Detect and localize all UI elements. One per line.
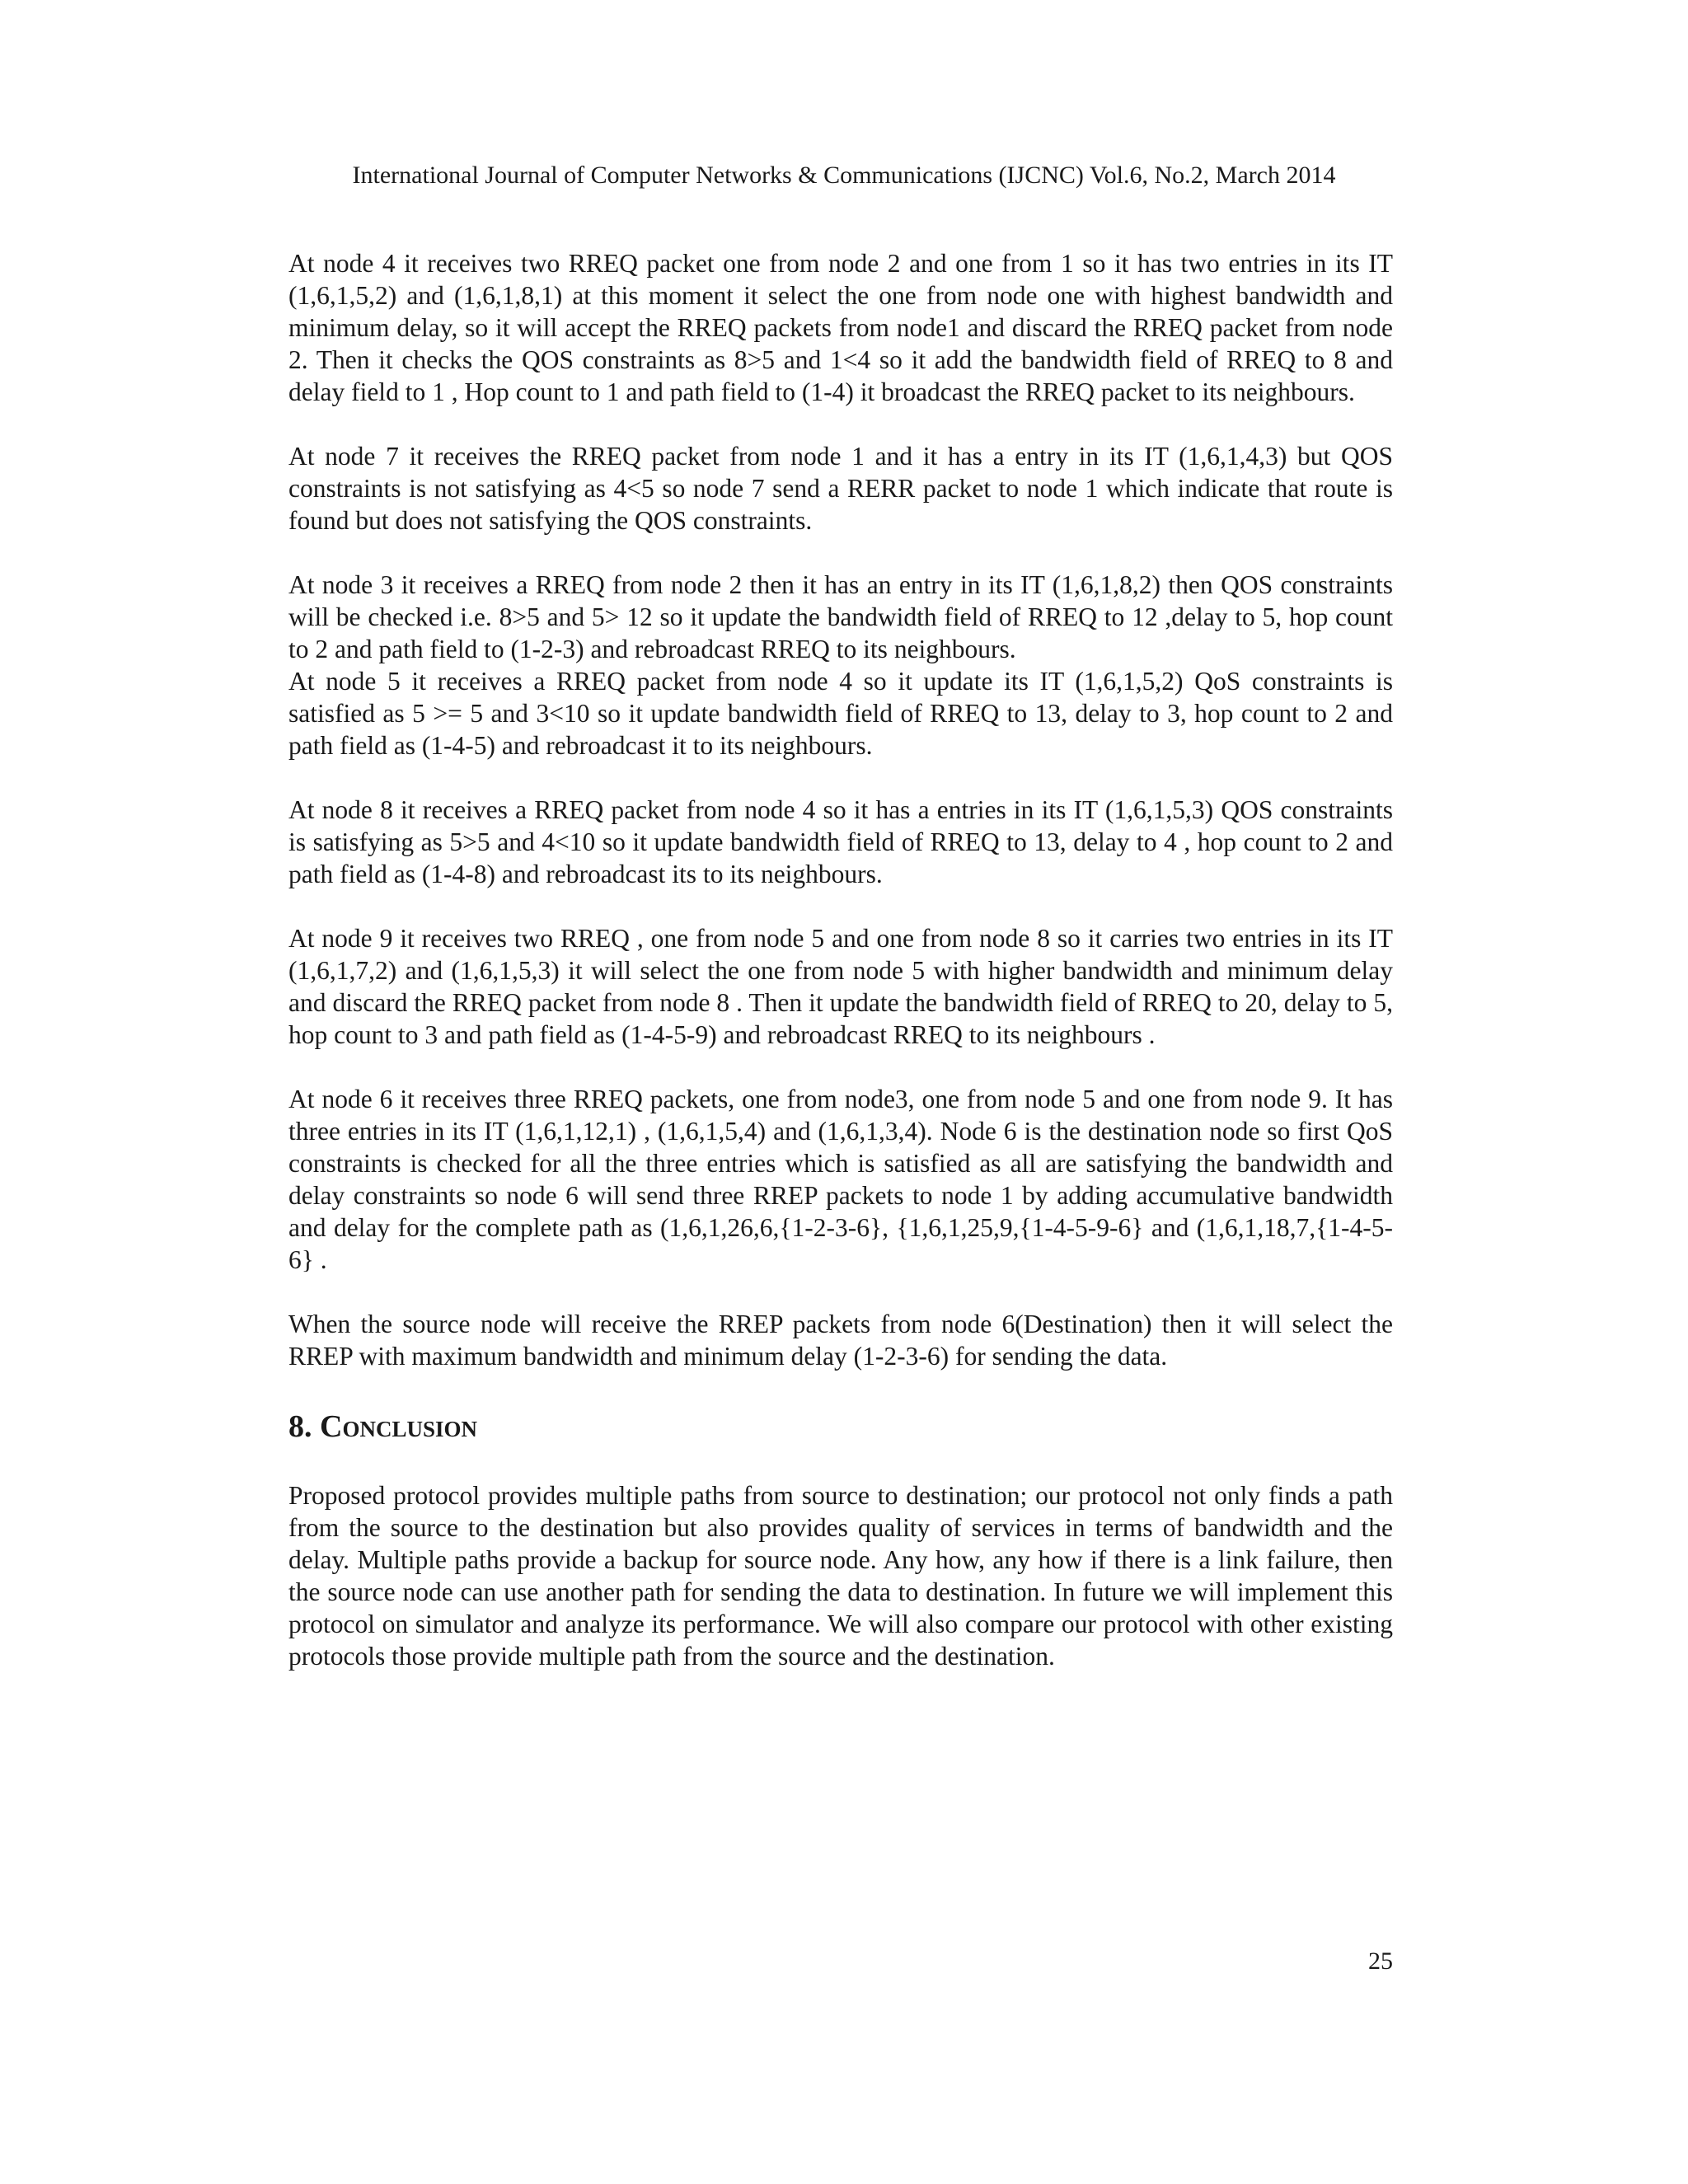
paragraph-node-5: At node 5 it receives a RREQ packet from node 4 so it update its IT (1,6,1,5,2) QoS constraints is satisfied as 5 >= 5 and 3<10 so it update bandwidth field of RREQ to 13, delay to 3, hop count to 2 and path field as (1-4-5) and rebroadcast it to its neighbours.: [288, 667, 1393, 760]
section-heading-conclusion: [288, 1405, 1393, 1448]
body-text: [288, 247, 1393, 1672]
page-number: 25: [1368, 1947, 1393, 1975]
paragraph-node-9: At node 9 it receives two RREQ , one from node 5 and one from node 8 so it carries two entries in its IT (1,6,1,7,2) and (1,6,1,5,3) it will select the one from node 5 with higher bandwidth and minimum delay and discard the RREQ packet from node 8 . Then it update the bandwidth field of RREQ to 20, delay to 5, hop count to 3 and path field as (1-4-5-9) and rebroadcast RREQ to its neighbours .: [288, 924, 1393, 1049]
section-title: Conclusion: [320, 1409, 477, 1444]
paragraph-node-8: At node 8 it receives a RREQ packet from node 4 so it has a entries in its IT (1,6,1,5,3) QOS constraints is satisfying as 5>5 and 4<10 so it update bandwidth field of RREQ to 13, delay to 4 , hop count to 2 and path field as (1-4-8) and rebroadcast its to its neighbours.: [288, 795, 1393, 888]
paragraph-source-node: When the source node will receive the RREP packets from node 6(Destination) then it will select the RREP with maximum bandwidth and minimum delay (1-2-3-6) for sending the data.: [288, 1310, 1393, 1371]
paragraph-node-3: At node 3 it receives a RREQ from node 2 then it has an entry in its IT (1,6,1,8,2) then QOS constraints will be checked i.e. 8>5 and 5> 12 so it update the bandwidth field of RREQ to 12 ,delay to 5, hop count to 2 and path field to (1-2-3) and rebroadcast RREQ to its neighbours.: [288, 570, 1393, 663]
running-header: International Journal of Computer Networks & Communications (IJCNC) Vol.6, No.2, March 2014: [352, 162, 1336, 189]
paragraph-node-7: At node 7 it receives the RREQ packet from node 1 and it has a entry in its IT (1,6,1,4,3) but QOS constraints is not satisfying as 4<5 so node 7 send a RERR packet to node 1 which indicate that route is found but does not satisfying the QOS constraints.: [288, 442, 1393, 535]
paragraph-conclusion: Proposed protocol provides multiple paths from source to destination; our protocol not only finds a path from the source to the destination but also provides quality of services in terms of bandwidth and the delay. Multiple paths provide a backup for source node. Any how, any how if there is a link failure, then the source node can use another path for sending the data to destination. In future we will implement this protocol on simulator and analyze its performance. We will also compare our protocol with other existing protocols those provide multiple path from the source and the destination.: [288, 1481, 1393, 1671]
section-number: 8.: [288, 1409, 320, 1444]
paragraph-node-4: At node 4 it receives two RREQ packet one from node 2 and one from 1 so it has two entries in its IT (1,6,1,5,2) and (1,6,1,8,1) at this moment it select the one from node one with highest bandwidth and minimum delay, so it will accept the RREQ packets from node1 and discard the RREQ packet from node 2. Then it checks the QOS constraints as 8>5 and 1<4 so it add the bandwidth field of RREQ to 8 and delay field to 1 , Hop count to 1 and path field to (1-4) it broadcast the RREQ packet to its neighbours.: [288, 249, 1393, 406]
paragraph-node-6: At node 6 it receives three RREQ packets, one from node3, one from node 5 and one from node 9. It has three entries in its IT (1,6,1,12,1) , (1,6,1,5,4) and (1,6,1,3,4). Node 6 is the destination node so first QoS constraints is checked for all the three entries which is satisfied as all are satisfying the bandwidth and delay constraints so node 6 will send three RREP packets to node 1 by adding accumulative bandwidth and delay for the complete path as (1,6,1,26,6,{1-2-3-6}, {1,6,1,25,9,{1-4-5-9-6} and (1,6,1,18,7,{1-4-5-6} .: [288, 1085, 1393, 1274]
